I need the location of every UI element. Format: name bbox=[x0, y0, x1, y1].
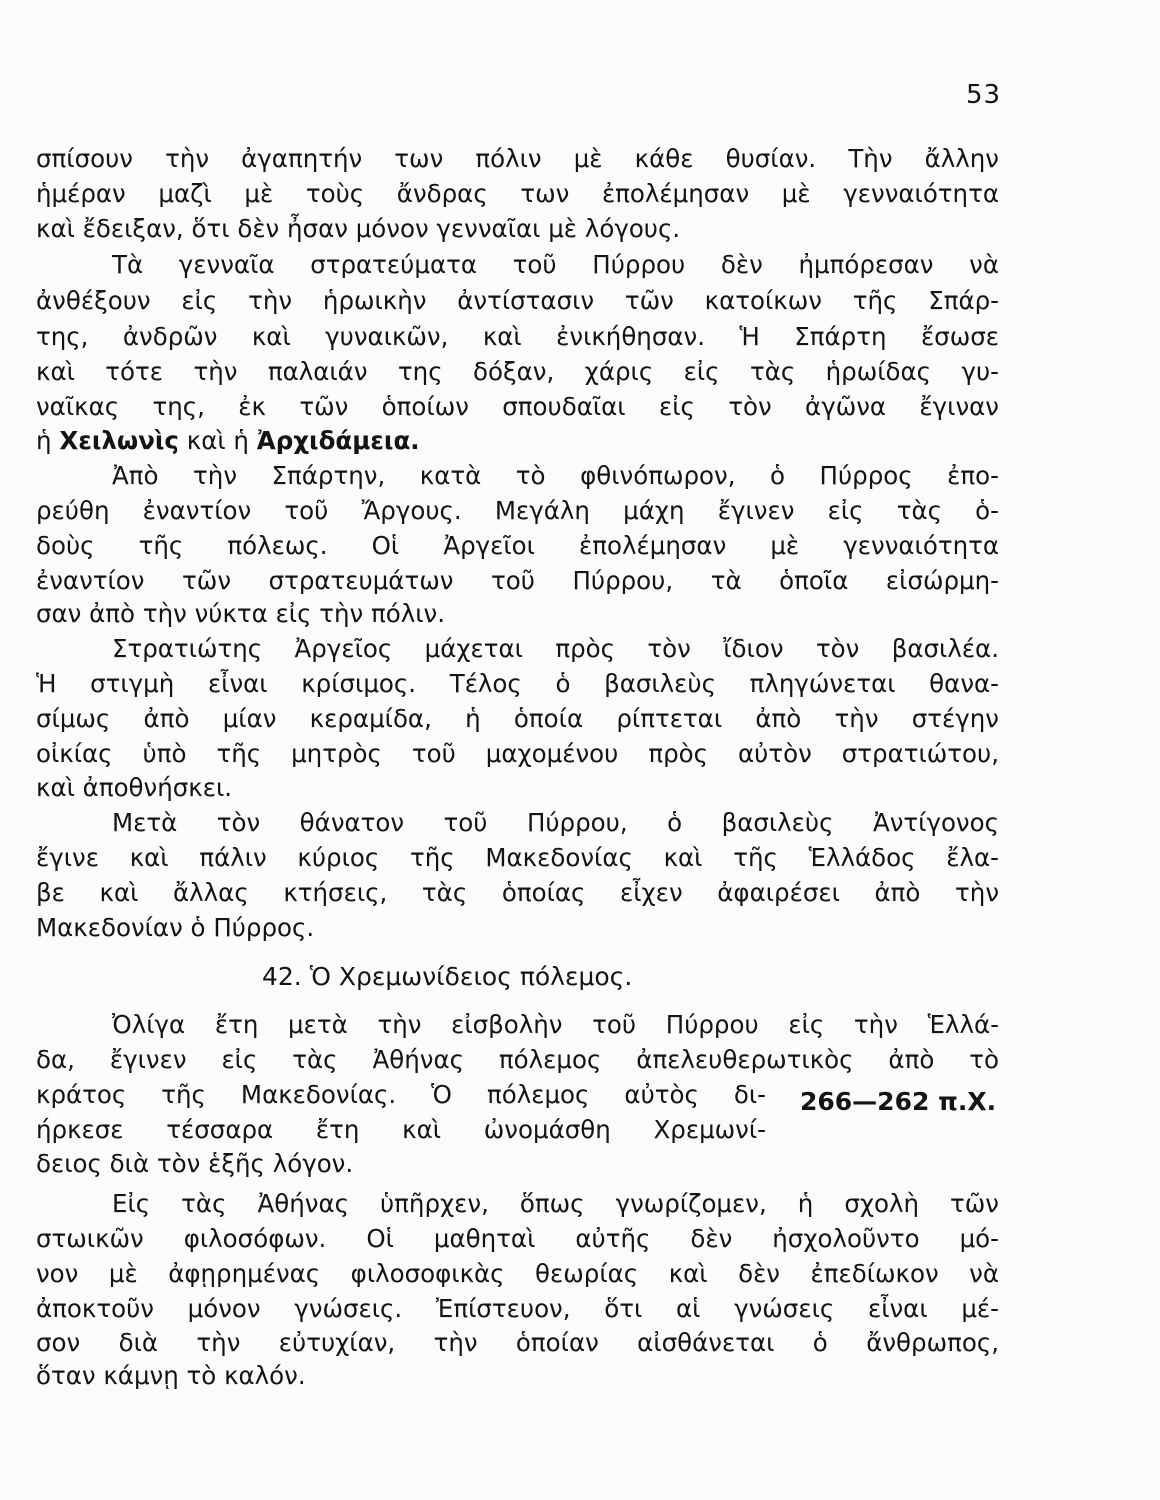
text-line: στωικῶν φιλοσόφων. Οἱ μαθηταὶ αὐτῆς δὲν ἠσχολοῦντο μό- bbox=[36, 1224, 999, 1253]
text-line: ἐναντίον τῶν στρατευμάτων τοῦ Πύρρου, τὰ ὁποῖα εἰσώρμη- bbox=[36, 566, 999, 595]
text-line: ἀποκτοῦν μόνον γνώσεις. Ἐπίστευον, ὅτι αἱ γνώσεις εἶναι μέ- bbox=[36, 1294, 999, 1323]
text-fragment: ἡ bbox=[36, 426, 60, 455]
bold-name-chilonis: Χειλωνὶς bbox=[59, 426, 179, 455]
text-line: ναῖκας της, ἐκ τῶν ὁποίων σπουδαῖαι εἰς τὸν ἀγῶνα ἔγιναν bbox=[36, 392, 999, 421]
text-line: καὶ ἀποθνήσκει. bbox=[36, 773, 233, 802]
margin-date: 266—262 π.Χ. bbox=[800, 1087, 997, 1116]
text-line: βε καὶ ἄλλας κτήσεις, τὰς ὁποίας εἶχεν ἀφαιρέσει ἀπὸ τὴν bbox=[36, 878, 999, 907]
text-line: κράτος τῆς Μακεδονίας. Ὁ πόλεμος αὐτὸς δι- bbox=[36, 1080, 766, 1109]
text-line: ὅταν κάμνῃ τὸ καλόν. bbox=[36, 1361, 306, 1390]
text-line: Ἡ στιγμὴ εἶναι κρίσιμος. Τέλος ὁ βασιλεὺς πληγώνεται θανα- bbox=[36, 669, 999, 698]
text-line: ἔγινε καὶ πάλιν κύριος τῆς Μακεδονίας καὶ τῆς Ἑλλάδος ἔλα- bbox=[36, 843, 999, 872]
text-line: Ὀλίγα ἔτη μετὰ τὴν εἰσβολὴν τοῦ Πύρρου εἰς τὴν Ἑλλά- bbox=[112, 1010, 999, 1039]
page-number: 53 bbox=[966, 80, 1002, 110]
text-line: σαν ἀπὸ τὴν νύκτα εἰς τὴν πόλιν. bbox=[36, 599, 446, 628]
text-line: της, ἀνδρῶν καὶ γυναικῶν, καὶ ἐνικήθησαν. Ἡ Σπάρτη ἔσωσε bbox=[36, 322, 999, 351]
text-line: ἡμέραν μαζὶ μὲ τοὺς ἄνδρας των ἐπολέμησαν μὲ γενναιότητα bbox=[36, 179, 999, 208]
text-line: Μετὰ τὸν θάνατον τοῦ Πύρρου, ὁ βασιλεὺς Ἀντίγονος bbox=[112, 808, 999, 837]
text-line: ήρκεσε τέσσαρα ἔτη καὶ ὠνομάσθη Χρεμωνί- bbox=[36, 1115, 766, 1144]
section-heading: 42. Ὁ Χρεμωνίδειος πόλεμος. bbox=[262, 962, 633, 991]
text-line: ρεύθη ἐναντίον τοῦ Ἄργους. Μεγάλη μάχη ἔγινεν εἰς τὰς ὁ- bbox=[36, 496, 999, 525]
text-line: δοὺς τῆς πόλεως. Οἱ Ἀργεῖοι ἐπολέμησαν μὲ γενναιότητα bbox=[36, 531, 999, 560]
text-line: Στρατιώτης Ἀργεῖος μάχεται πρὸς τὸν ἴδιον τὸν βασιλέα. bbox=[112, 634, 999, 663]
text-line: δα, ἔγινεν εἰς τὰς Ἀθήνας πόλεμος ἀπελευθερωτικὸς ἀπὸ τὸ bbox=[36, 1045, 999, 1074]
text-line: οἰκίας ὑπὸ τῆς μητρὸς τοῦ μαχομένου πρὸς αὐτὸν στρατιώτου, bbox=[36, 739, 999, 768]
text-line: Μακεδονίαν ὁ Πύρρος. bbox=[36, 913, 315, 942]
text-line: σπίσουν τὴν ἀγαπητήν των πόλιν μὲ κάθε θυσίαν. Τὴν ἄλλην bbox=[36, 144, 999, 173]
text-line: καὶ τότε τὴν παλαιάν της δόξαν, χάρις εἰς τὰς ἡρωίδας γυ- bbox=[36, 357, 999, 386]
text-line: δειος διὰ τὸν ἑξῆς λόγον. bbox=[36, 1149, 354, 1178]
text-line: σον διὰ τὴν εὐτυχίαν, τὴν ὁποίαν αἰσθάνεται ὁ ἄνθρωπος, bbox=[36, 1328, 999, 1357]
text-line: Ἀπὸ τὴν Σπάρτην, κατὰ τὸ φθινόπωρον, ὁ Πύρρος ἐπο- bbox=[112, 461, 999, 490]
text-line: Εἰς τὰς Ἀθήνας ὑπῆρχεν, ὅπως γνωρίζομεν, ἡ σχολὴ τῶν bbox=[112, 1189, 999, 1218]
text-line: νον μὲ ἀφῃρημένας φιλοσοφικὰς θεωρίας καὶ δὲν ἐπεδίωκον νὰ bbox=[36, 1259, 999, 1288]
text-line: ἀνθέξουν εἰς τὴν ἡρωικὴν ἀντίστασιν τῶν κατοίκων τῆς Σπάρ- bbox=[36, 286, 999, 315]
text-line: Τὰ γενναῖα στρατεύματα τοῦ Πύρρου δὲν ἠμπόρεσαν νὰ bbox=[112, 250, 999, 279]
text-fragment: καὶ ἡ bbox=[178, 426, 257, 455]
text-line: σίμως ἀπὸ μίαν κεραμίδα, ἡ ὁποία ρίπτεται ἀπὸ τὴν στέγην bbox=[36, 704, 999, 733]
bold-name-archidameia: Ἀρχιδάμεια. bbox=[256, 426, 420, 455]
text-line bbox=[36, 424, 999, 458]
text-line: καὶ ἔδειξαν, ὅτι δὲν ἦσαν μόνον γενναῖαι μὲ λόγους. bbox=[36, 214, 681, 243]
